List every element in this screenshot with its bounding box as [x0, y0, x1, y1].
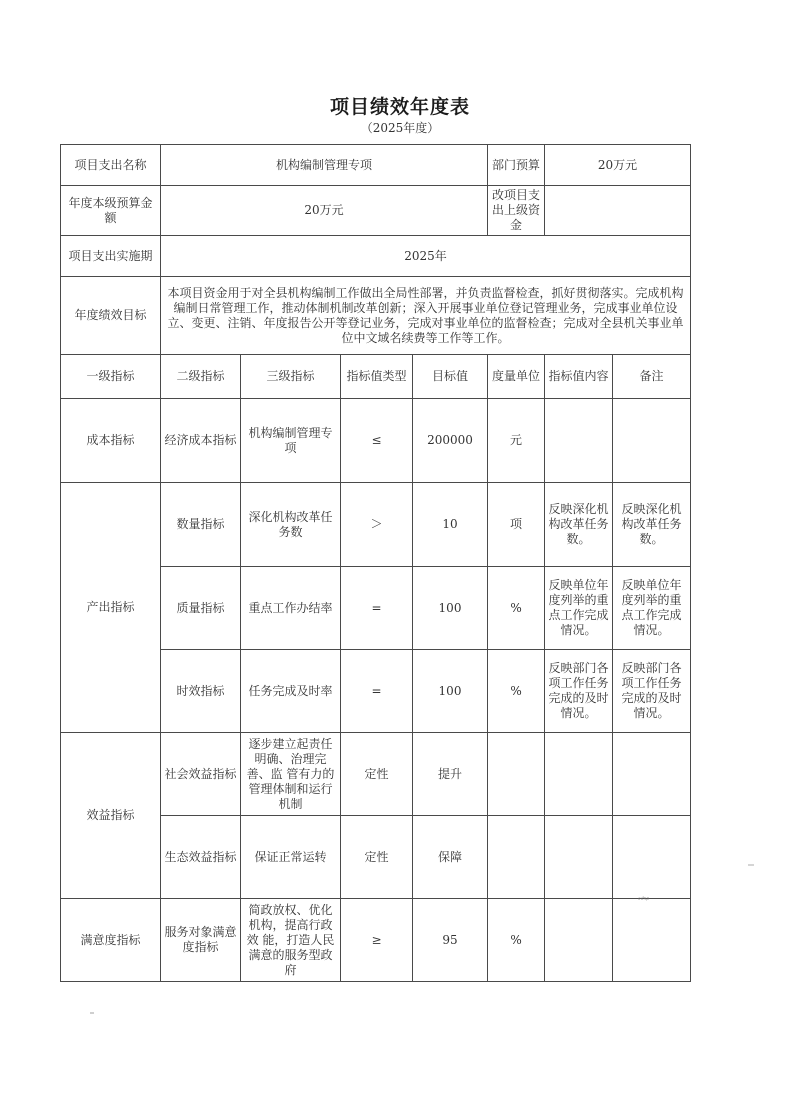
header-level3: 三级指标	[241, 355, 341, 399]
project-name-label: 项目支出名称	[61, 145, 161, 186]
output-unit: %	[488, 650, 545, 733]
output-target: 10	[413, 483, 488, 567]
satisfaction-type: ≥	[341, 899, 413, 982]
output-level3: 重点工作办结率	[241, 567, 341, 650]
output-note: 反映部门各项工作任务完成的及时情况。	[613, 650, 691, 733]
output-level2: 时效指标	[161, 650, 241, 733]
satisfaction-note	[613, 899, 691, 982]
output-level1: 产出指标	[61, 483, 161, 733]
goal-row	[61, 277, 691, 355]
header-level1: 一级指标	[61, 355, 161, 399]
page-title: 项目绩效年度表	[329, 96, 470, 118]
header-unit: 度量单位	[488, 355, 545, 399]
dept-budget-value: 20万元	[545, 145, 691, 186]
cost-target: 200000	[413, 399, 488, 483]
output-target: 100	[413, 650, 488, 733]
performance-table	[60, 144, 691, 982]
benefit-level2: 生态效益指标	[161, 816, 241, 899]
benefit-note	[613, 816, 691, 899]
output-note: 反映深化机构改革任务数。	[613, 483, 691, 567]
output-content: 反映部门各项工作任务完成的及时情况。	[545, 650, 613, 733]
output-unit: %	[488, 567, 545, 650]
project-name-value: 机构编制管理专项	[161, 145, 488, 186]
output-type: =	[341, 567, 413, 650]
satisfaction-target: 95	[413, 899, 488, 982]
dept-budget-label: 部门预算	[488, 145, 545, 186]
benefit-level3: 逐步建立起责任明确、治理完善、监 管有力的管理体制和运行机制	[241, 733, 341, 816]
scan-speck	[748, 864, 754, 866]
period-row	[61, 236, 691, 277]
benefit-note	[613, 733, 691, 816]
benefit-unit	[488, 733, 545, 816]
upper-fund-value	[545, 186, 691, 236]
satisfaction-level3: 简政放权、优化机构，提高行政效 能，打造人民满意的服务型政府	[241, 899, 341, 982]
benefit-type: 定性	[341, 816, 413, 899]
output-note: 反映单位年度列举的重点工作完成情况。	[613, 567, 691, 650]
satisfaction-content	[545, 899, 613, 982]
cost-level2: 经济成本指标	[161, 399, 241, 483]
satisfaction-row	[61, 899, 691, 982]
page-subtitle: （2025年度）	[360, 121, 440, 135]
output-level3: 任务完成及时率	[241, 650, 341, 733]
benefit-level3: 保证正常运转	[241, 816, 341, 899]
goal-text: 本项目资金用于对全县机构编制工作做出全局性部署，并负责监督检查，抓好贯彻落实。完成机构编制日常管理工作，推动体制机制改革创新；深入开展事业单位登记管理业务，完成事业单位设立、变更、注销、年度报告公开等登记业务，完成对事业单位的监督检查；完成对全县机关事业单位中文域名续费等工作等工作。	[161, 277, 691, 355]
cost-level1: 成本指标	[61, 399, 161, 483]
annual-budget-row	[61, 186, 691, 236]
output-level2: 质量指标	[161, 567, 241, 650]
benefit-type: 定性	[341, 733, 413, 816]
benefit-row-social	[61, 733, 691, 816]
output-type: ＞	[341, 483, 413, 567]
satisfaction-level1: 满意度指标	[61, 899, 161, 982]
output-unit: 项	[488, 483, 545, 567]
benefit-target: 提升	[413, 733, 488, 816]
cost-type: ≤	[341, 399, 413, 483]
period-label: 项目支出实施期	[61, 236, 161, 277]
benefit-content	[545, 816, 613, 899]
output-level3: 深化机构改革任务数	[241, 483, 341, 567]
benefit-unit	[488, 816, 545, 899]
satisfaction-unit: %	[488, 899, 545, 982]
annual-budget-label: 年度本级预算金额	[61, 186, 161, 236]
indicator-header-row	[61, 355, 691, 399]
header-target: 目标值	[413, 355, 488, 399]
benefit-level2: 社会效益指标	[161, 733, 241, 816]
output-level2: 数量指标	[161, 483, 241, 567]
output-content: 反映单位年度列举的重点工作完成情况。	[545, 567, 613, 650]
upper-fund-label: 改项目支出上级资金	[488, 186, 545, 236]
benefit-target: 保障	[413, 816, 488, 899]
benefit-content	[545, 733, 613, 816]
output-target: 100	[413, 567, 488, 650]
cost-content	[545, 399, 613, 483]
period-value: 2025年	[161, 236, 691, 277]
project-name-row	[61, 145, 691, 186]
scan-speck	[90, 1012, 94, 1014]
output-row-quantity	[61, 483, 691, 567]
output-content: 反映深化机构改革任务数。	[545, 483, 613, 567]
header-type: 指标值类型	[341, 355, 413, 399]
output-type: =	[341, 650, 413, 733]
satisfaction-level2: 服务对象满意度指标	[161, 899, 241, 982]
cost-unit: 元	[488, 399, 545, 483]
header-content: 指标值内容	[545, 355, 613, 399]
annual-budget-value: 20万元	[161, 186, 488, 236]
cost-note	[613, 399, 691, 483]
cost-row	[61, 399, 691, 483]
header-level2: 二级指标	[161, 355, 241, 399]
handwritten-mark: ᵉᵈⁿᵖ	[638, 896, 650, 904]
benefit-level1: 效益指标	[61, 733, 161, 899]
header-note: 备注	[613, 355, 691, 399]
cost-level3: 机构编制管理专项	[241, 399, 341, 483]
goal-label: 年度绩效目标	[61, 277, 161, 355]
